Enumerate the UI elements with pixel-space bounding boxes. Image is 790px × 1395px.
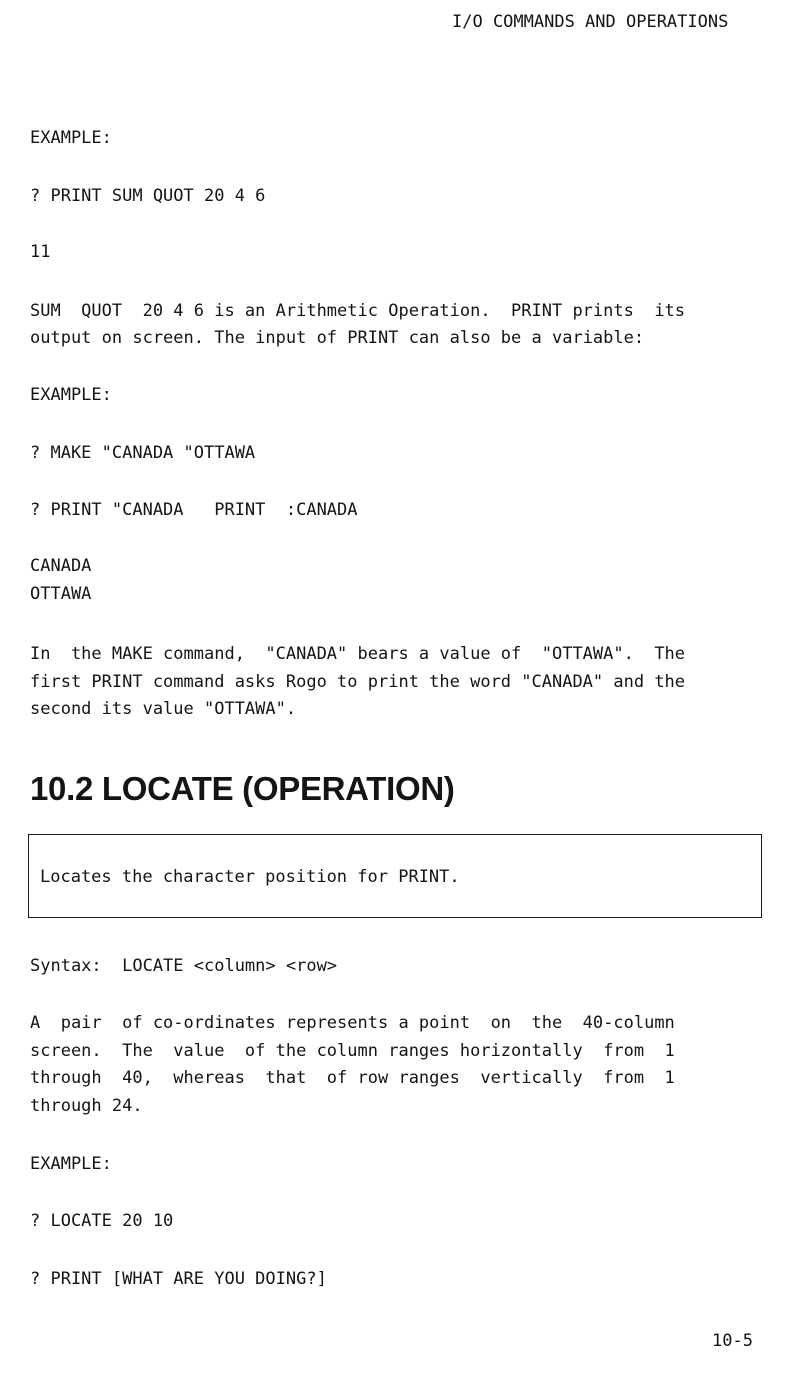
description-box (28, 834, 762, 918)
paragraph-line: screen. The value of the column ranges horizontally from 1 (30, 1041, 675, 1061)
paragraph-line: A pair of co-ordinates represents a point on the 40-column (30, 1013, 675, 1033)
example-label: EXAMPLE: (30, 1154, 112, 1174)
paragraph-line: second its value "OTTAWA". (30, 699, 297, 719)
code-line: ? MAKE "CANADA "OTTAWA (30, 443, 256, 463)
paragraph-line: first PRINT command asks Rogo to print the word "CANADA" and the (30, 672, 686, 692)
code-output: 11 (30, 242, 51, 262)
code-line: ? LOCATE 20 10 (30, 1211, 174, 1231)
running-header: I/O COMMANDS AND OPERATIONS (452, 12, 729, 32)
section-heading: 10.2 LOCATE (OPERATION) (30, 770, 455, 807)
code-line: ? PRINT [WHAT ARE YOU DOING?] (30, 1269, 327, 1289)
code-line: ? PRINT "CANADA PRINT :CANADA (30, 500, 358, 520)
example-label: EXAMPLE: (30, 385, 112, 405)
code-output: OTTAWA (30, 584, 92, 604)
paragraph-line: through 24. (30, 1096, 143, 1116)
code-line: ? PRINT SUM QUOT 20 4 6 (30, 186, 266, 206)
paragraph-line: In the MAKE command, "CANADA" bears a value of "OTTAWA". The (30, 644, 686, 664)
page-number: 10-5 (712, 1331, 753, 1351)
paragraph-line: output on screen. The input of PRINT can also be a variable: (30, 328, 645, 348)
description-text: Locates the character position for PRINT. (40, 867, 460, 887)
code-output: CANADA (30, 556, 92, 576)
paragraph-line: SUM QUOT 20 4 6 is an Arithmetic Operation. PRINT prints its (30, 301, 686, 321)
syntax-line: Syntax: LOCATE <column> <row> (30, 956, 338, 976)
paragraph-line: through 40, whereas that of row ranges vertically from 1 (30, 1068, 675, 1088)
example-label: EXAMPLE: (30, 128, 112, 148)
